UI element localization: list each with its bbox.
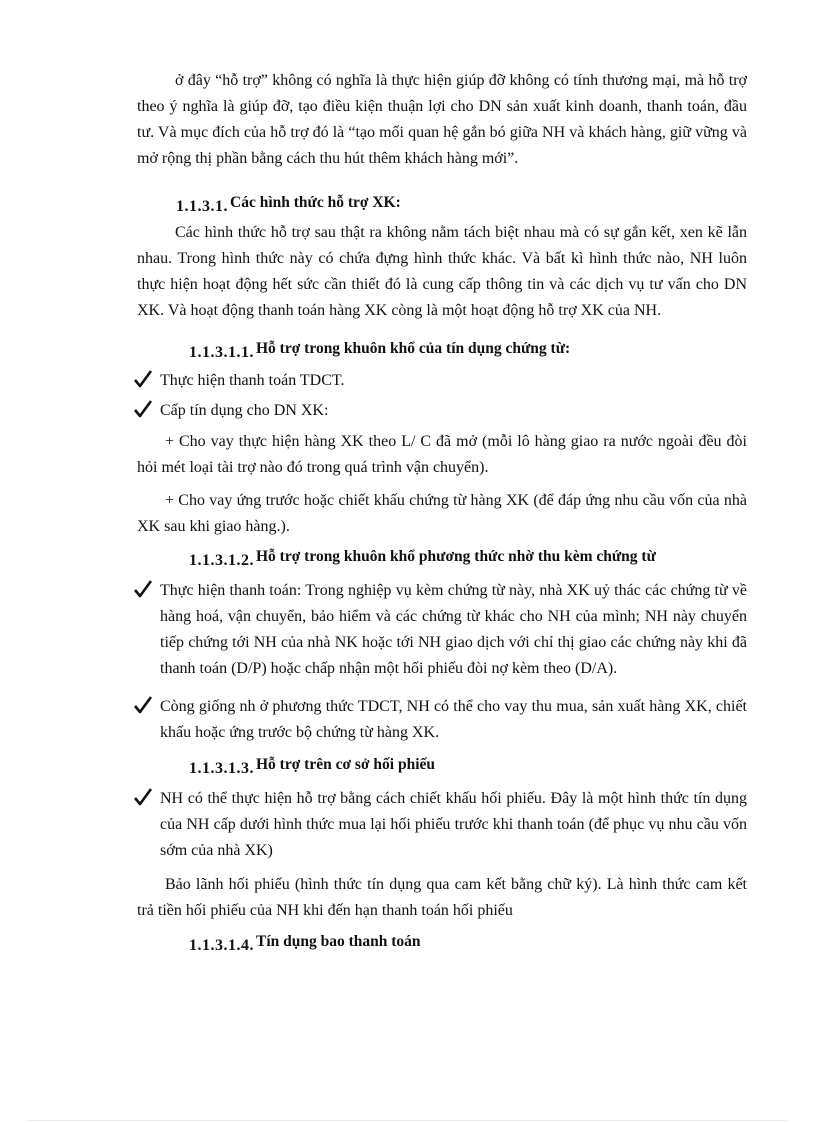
- sub-item: + Cho vay thực hiện hàng XK theo L/ C đã mở (mỗi lô hàng giao ra nước ngoài đều đòi hỏi mét loại tài trợ nào đó trong quá trình vận chuyển).: [137, 433, 747, 476]
- heading-number: 1.1.3.1.1.: [189, 344, 254, 361]
- bullet-text: Còng giống nh ở phương thức TDCT, NH có thể cho vay thu mua, sản xuất hàng XK, chiết khấu hoặc ứng trước bộ chứng từ hàng XK.: [160, 698, 747, 741]
- heading-title: Tín dụng bao thanh toán: [256, 933, 421, 950]
- heading-number: 1.1.3.1.3.: [189, 760, 254, 777]
- bullet-item: [134, 786, 747, 864]
- heading-title: Hỗ trợ trong khuôn khổ phương thức nhờ thu kèm chứng từ: [256, 548, 656, 565]
- sub-item: + Cho vay ứng trước hoặc chiết khấu chứng từ hàng XK (để đáp ứng nhu cầu vốn của nhà XK sau khi giao hàng.).: [137, 492, 747, 535]
- bullet-item: [134, 578, 747, 682]
- bullet-item: [134, 368, 747, 394]
- bullet-item: [134, 398, 747, 424]
- heading-1-1-3-1-1: [189, 342, 570, 364]
- heading-1-1-3-1-2: [189, 550, 656, 572]
- section-paragraph: Các hình thức hỗ trợ sau thật ra không nằm tách biệt nhau mà có sự gắn kết, xen kẽ lẫn nhau. Trong hình thức này có chứa đựng hình thức khác. Và bất kì hình thức nào, NH luôn thực hiện hoạt động hết sức cần thiết đó là cung cấp thông tin và các dịch vụ tư vấn cho DN XK. Và hoạt động thanh toán hàng XK còng là một hoạt động hỗ trợ XK của NH.: [137, 224, 747, 319]
- checkmark-icon: [134, 369, 152, 389]
- heading-title: Các hình thức hỗ trợ XK:: [230, 194, 401, 211]
- heading-title: Hỗ trợ trên cơ sở hối phiếu: [256, 756, 436, 773]
- checkmark-icon: [134, 399, 152, 419]
- page-bottom-divider: [28, 1120, 788, 1121]
- bullet-text: NH có thể thực hiện hỗ trợ bằng cách chiết khấu hối phiếu. Đây là một hình thức tín dụng của NH cấp dưới hình thức mua lại hối phiếu trước khi thanh toán (để phục vụ nhu cầu vốn sớm của nhà XK): [160, 790, 747, 859]
- heading-number: 1.1.3.1.2.: [189, 552, 254, 569]
- intro-paragraph: ở đây “hỗ trợ” không có nghĩa là thực hiện giúp đỡ không có tính thương mại, mà hỗ trợ theo ý nghĩa là giúp đỡ, tạo điều kiện thuận lợi cho DN sản xuất kinh doanh, thanh toán, đầu tư. Và mục đích của hỗ trợ đó là “tạo mối quan hệ gắn bó giữa NH và khách hàng, giữ vững và mở rộng thị phần bằng cách thu hút thêm khách hàng mới”.: [137, 72, 747, 167]
- bullet-item: [134, 694, 747, 746]
- heading-title: Hỗ trợ trong khuôn khổ của tín dụng chứng từ:: [256, 340, 571, 357]
- bullet-text: Cấp tín dụng cho DN XK:: [160, 402, 329, 419]
- section-paragraph: Bảo lãnh hối phiếu (hình thức tín dụng qua cam kết bằng chữ ký). Là hình thức cam kết trả tiền hối phiếu của NH khi đến hạn thanh toán hối phiếu: [137, 876, 747, 919]
- bullet-text: Thực hiện thanh toán TDCT.: [160, 372, 345, 389]
- checkmark-icon: [134, 695, 152, 715]
- heading-1-1-3-1-3: [189, 758, 435, 780]
- bullet-text: Thực hiện thanh toán: Trong nghiệp vụ kèm chứng từ này, nhà XK uỷ thác các chứng từ về hàng hoá, vận chuyển, bảo hiểm và các chứng từ khác cho NH của mình; NH này chuyển tiếp chứng tới NH của nhà NK hoặc tới NH giao dịch với chỉ thị giao các chứng này khi đã thanh toán (D/P) hoặc chấp nhận một hối phiếu đòi nợ kèm theo (D/A).: [160, 582, 747, 677]
- checkmark-icon: [134, 787, 152, 807]
- heading-1-1-3-1: [176, 196, 401, 218]
- heading-number: 1.1.3.1.4.: [189, 937, 254, 954]
- checkmark-icon: [134, 579, 152, 599]
- heading-number: 1.1.3.1.: [176, 198, 228, 215]
- heading-1-1-3-1-4: [189, 935, 421, 957]
